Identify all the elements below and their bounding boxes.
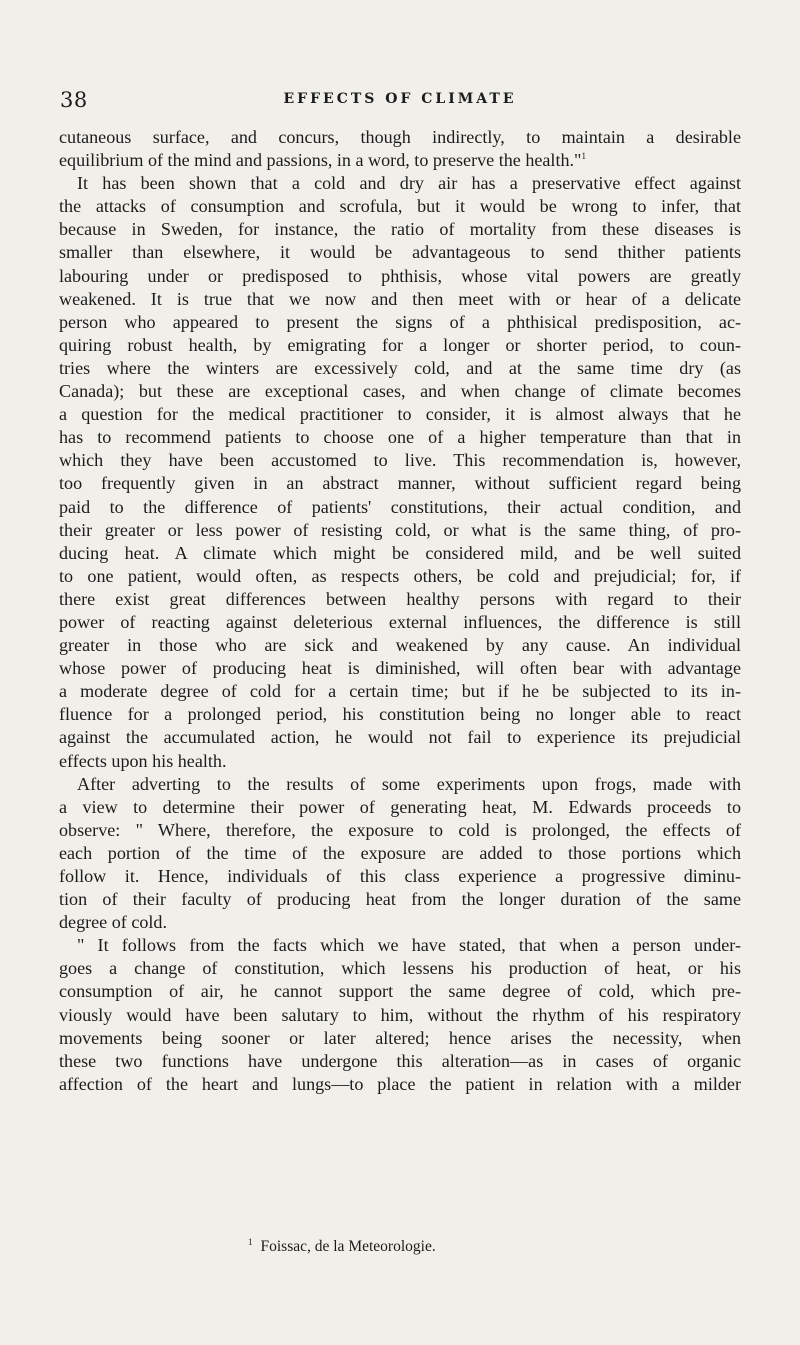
text-line-content: against the accumulated action, he would not fail to experience its prejudicial [59,727,741,748]
text-line [59,1004,741,1027]
text-line-content: which they have been accustomed to live. This recommendation is, however, [59,450,741,471]
text-line-content: paid to the difference of patients' constitutions, their actual condition, and [59,496,741,517]
text-line [59,403,741,426]
text-line [59,1073,741,1096]
text-line-content: weakened. It is true that we now and then meet with or hear of a delicate [59,288,741,309]
text-line-content: a moderate degree of cold for a certain time; but if he be subjected to its in- [59,681,741,702]
text-line [59,703,741,726]
text-line [59,1027,741,1050]
text-line [59,565,741,588]
text-line-content: greater in those who are sick and weakened by any cause. An individual [59,635,741,656]
text-line-content: degree of cold. [59,912,168,933]
text-line-content: a question for the medical practitioner to consider, it is almost always that he [59,404,741,425]
text-line [59,796,741,819]
text-line [59,773,741,796]
text-line [59,957,741,980]
text-line [59,172,741,195]
text-line-content: follow it. Hence, individuals of this class experience a progressive diminu- [59,866,741,886]
text-line [59,334,741,357]
text-line [59,588,741,611]
text-line [59,380,741,403]
text-line [59,542,741,565]
text-line-content: ducing heat. A climate which might be considered mild, and be well suited [59,542,741,563]
text-line-content: fluence for a prolonged period, his constitution being no longer able to react [59,704,741,725]
text-line-content: cutaneous surface, and concurs, though indirectly, to maintain a desirable [59,127,741,147]
text-line-content: observe: " Where, therefore, the exposure to cold is prolonged, the effects of [59,819,741,840]
text-line-content: a view to determine their power of generating heat, M. Edwards proceeds to [59,796,741,817]
text-line [59,819,741,842]
text-line-content: there exist great differences between healthy persons with regard to their [59,588,741,609]
text-line [59,311,741,334]
text-line-content: effects upon his health. [59,750,227,771]
text-line [59,241,741,264]
text-line [59,265,741,288]
text-line-content: " It follows from the facts which we have stated, that when a person under- [77,935,741,956]
footnote-reference: 1 [581,151,586,162]
text-line [59,519,741,542]
text-line [59,865,741,888]
text-line-content: viously would have been salutary to him, without the rhythm of his respiratory [59,1004,741,1025]
text-line [59,888,741,911]
footnote-text: Foissac, de la Meteorologie. [260,1238,436,1256]
text-line [59,750,741,773]
text-line-content: their greater or less power of resisting cold, or what is the same thing, of pro- [59,519,741,540]
text-line [59,611,741,634]
text-line-content: too frequently given in an abstract manner, without sufficient regard being [59,473,741,494]
text-line-content: person who appeared to present the signs of a phthisical predisposition, ac- [59,311,741,332]
page-number: 38 [60,88,88,112]
text-line [59,496,741,519]
text-line [59,126,741,149]
text-line [59,149,741,172]
text-line-content: affection of the heart and lungs—to place the patient in relation with a milder [59,1073,741,1094]
footnote-mark: 1 [248,1237,253,1247]
text-line [59,980,741,1003]
text-line [59,680,741,703]
text-line [59,472,741,495]
text-line-content: consumption of air, he cannot support the same degree of cold, which pre- [59,981,741,1002]
text-line-content: each portion of the time of the exposure are added to those portions which [59,842,741,863]
footnote [248,1233,648,1256]
text-line-content: Canada); but these are exceptional cases, and when change of climate becomes [59,381,741,402]
text-line-content: because in Sweden, for instance, the ratio of mortality from these diseases is [59,219,741,240]
page-header [60,88,740,112]
text-line [59,911,741,934]
text-line [59,288,741,311]
text-line-content: It has been shown that a cold and dry air has a preservative effect against [77,173,741,194]
body-text [59,126,741,1096]
text-line [59,657,741,680]
text-line [59,1050,741,1073]
text-line [59,357,741,380]
text-line [59,426,741,449]
text-line-content: the attacks of consumption and scrofula, but it would be wrong to infer, that [59,196,741,217]
text-line-content: quiring robust health, by emigrating for a longer or shorter period, to coun- [59,334,741,355]
text-line-content: smaller than elsewhere, it would be advantageous to send thither patients [59,242,741,263]
text-line [59,449,741,472]
text-line-content: goes a change of constitution, which lessens his production of heat, or his [59,958,741,979]
text-line-content: has to recommend patients to choose one of a higher temperature than that in [59,427,741,448]
text-line-content: tries where the winters are excessively cold, and at the same time dry (as [59,357,741,378]
text-line-content: movements being sooner or later altered; hence arises the necessity, when [59,1027,741,1048]
text-line-content: tion of their faculty of producing heat from the longer duration of the same [59,889,741,910]
text-line [59,634,741,657]
text-line-content: equilibrium of the mind and passions, in a word, to preserve the health." [59,150,582,171]
text-line [59,842,741,865]
text-line-content: After adverting to the results of some experiments upon frogs, made with [77,773,741,794]
text-line-content: whose power of producing heat is diminished, will often bear with advantage [59,658,741,679]
text-line-content: to one patient, would often, as respects others, be cold and prejudicial; for, if [59,565,741,586]
text-line-content: labouring under or predisposed to phthisis, whose vital powers are greatly [59,265,741,286]
text-line [59,195,741,218]
text-line [59,934,741,957]
text-line-content: power of reacting against deleterious external influences, the difference is still [59,611,741,632]
text-line [59,726,741,749]
text-line-content: these two functions have undergone this alteration—as in cases of organic [59,1050,741,1071]
running-head: EFFECTS OF CLIMATE [283,91,517,107]
text-line [59,218,741,241]
